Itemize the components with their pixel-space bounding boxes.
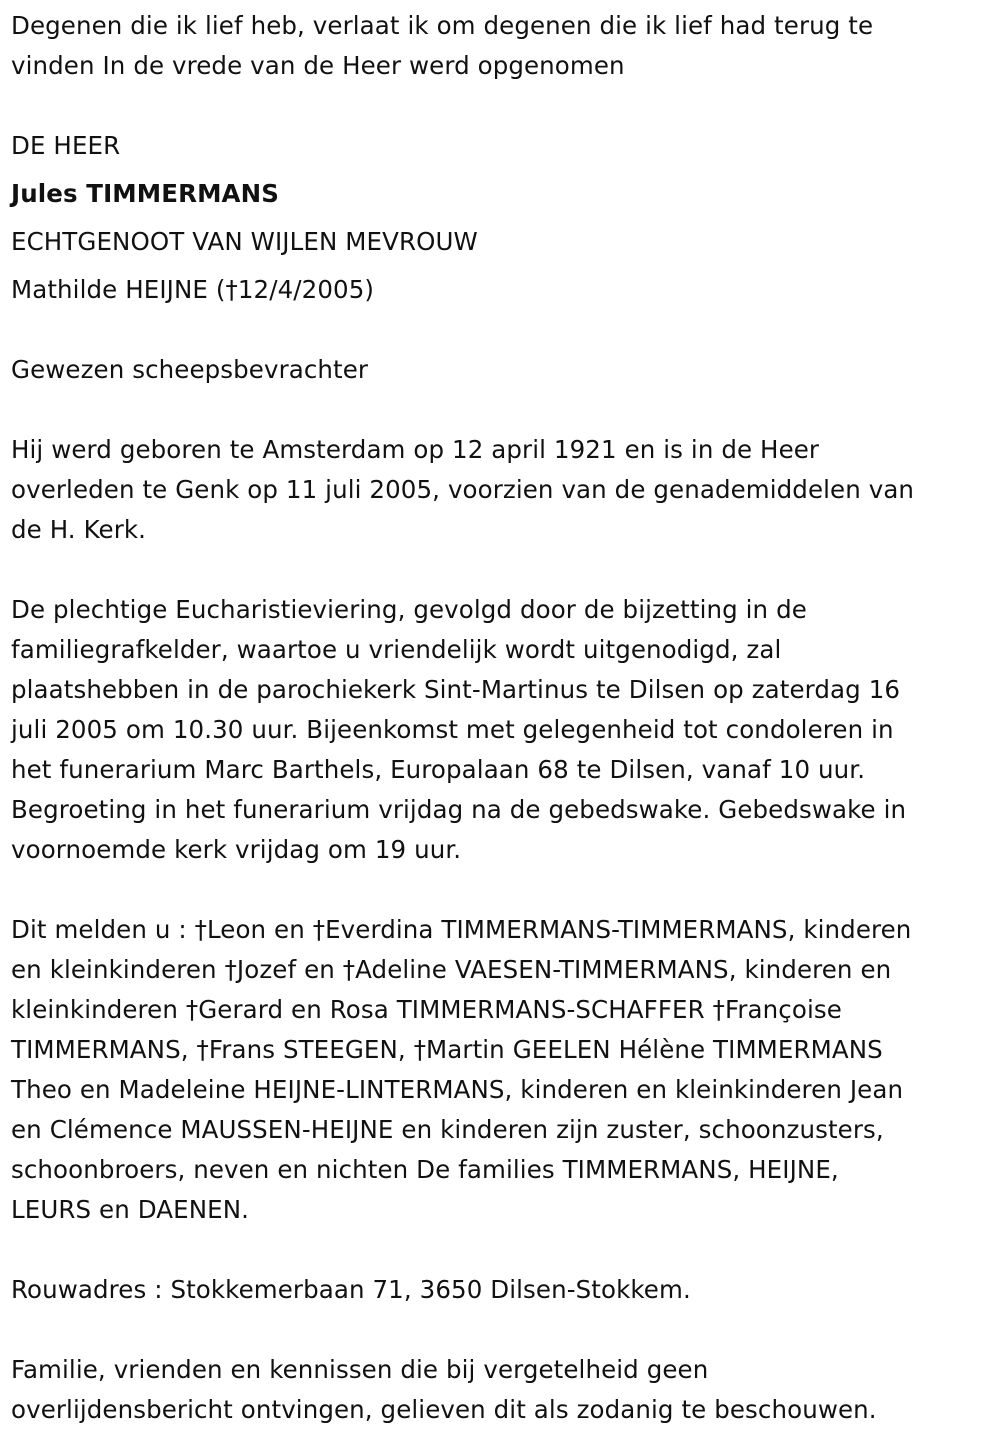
birth-death-line-2: overleden te Genk op 11 juli 2005, voorzien van de genademiddelen van [11, 475, 915, 504]
birth-death-line-1: Hij werd geboren te Amsterdam op 12 april 1921 en is in de Heer [11, 435, 820, 464]
family-line-8: LEURS en DAENEN. [11, 1195, 250, 1224]
family-line-5: Theo en Madeleine HEIJNE-LINTERMANS, kinderen en kleinkinderen Jean [11, 1075, 904, 1104]
birth-death-line-3: de H. Kerk. [11, 515, 147, 544]
intro-line-1: Degenen die ik lief heb, verlaat ik om degenen die ik lief had terug te [11, 11, 874, 40]
family-line-3: kleinkinderen †Gerard en Rosa TIMMERMANS-SCHAFFER †Françoise [11, 995, 842, 1024]
title-prefix: DE HEER [11, 131, 121, 160]
family-line-2: en kleinkinderen †Jozef en †Adeline VAESEN-TIMMERMANS, kinderen en [11, 955, 892, 984]
spouse-name: Mathilde HEIJNE (†12/4/2005) [11, 275, 375, 304]
family-line-1: Dit melden u : †Leon en †Everdina TIMMERMANS-TIMMERMANS, kinderen [11, 915, 912, 944]
family-line-4: TIMMERMANS, †Frans STEEGEN, †Martin GEELEN Hélène TIMMERMANS [11, 1035, 883, 1064]
ceremony-line-3: plaatshebben in de parochiekerk Sint-Martinus te Dilsen op zaterdag 16 [11, 675, 901, 704]
spouse-label: ECHTGENOOT VAN WIJLEN MEVROUW [11, 227, 478, 256]
closing-line-1: Familie, vrienden en kennissen die bij vergetelheid geen [11, 1355, 709, 1384]
ceremony-line-6: Begroeting in het funerarium vrijdag na de gebedswake. Gebedswake in [11, 795, 907, 824]
intro-line-2: vinden In de vrede van de Heer werd opgenomen [11, 51, 625, 80]
deceased-name: Jules TIMMERMANS [11, 179, 279, 208]
ceremony-line-2: familiegrafkelder, waartoe u vriendelijk wordt uitgenodigd, zal [11, 635, 782, 664]
occupation: Gewezen scheepsbevrachter [11, 355, 369, 384]
mourning-address: Rouwadres : Stokkemerbaan 71, 3650 Dilsen-Stokkem. [11, 1275, 691, 1304]
family-line-6: en Clémence MAUSSEN-HEIJNE en kinderen zijn zuster, schoonzusters, [11, 1115, 884, 1144]
closing-line-2: overlijdensbericht ontvingen, gelieven dit als zodanig te beschouwen. [11, 1395, 877, 1424]
ceremony-line-4: juli 2005 om 10.30 uur. Bijeenkomst met gelegenheid tot condoleren in [11, 715, 894, 744]
ceremony-line-7: voornoemde kerk vrijdag om 19 uur. [11, 835, 462, 864]
ceremony-line-5: het funerarium Marc Barthels, Europalaan 68 te Dilsen, vanaf 10 uur. [11, 755, 866, 784]
ceremony-line-1: De plechtige Eucharistieviering, gevolgd door de bijzetting in de [11, 595, 807, 624]
family-line-7: schoonbroers, neven en nichten De families TIMMERMANS, HEIJNE, [11, 1155, 839, 1184]
